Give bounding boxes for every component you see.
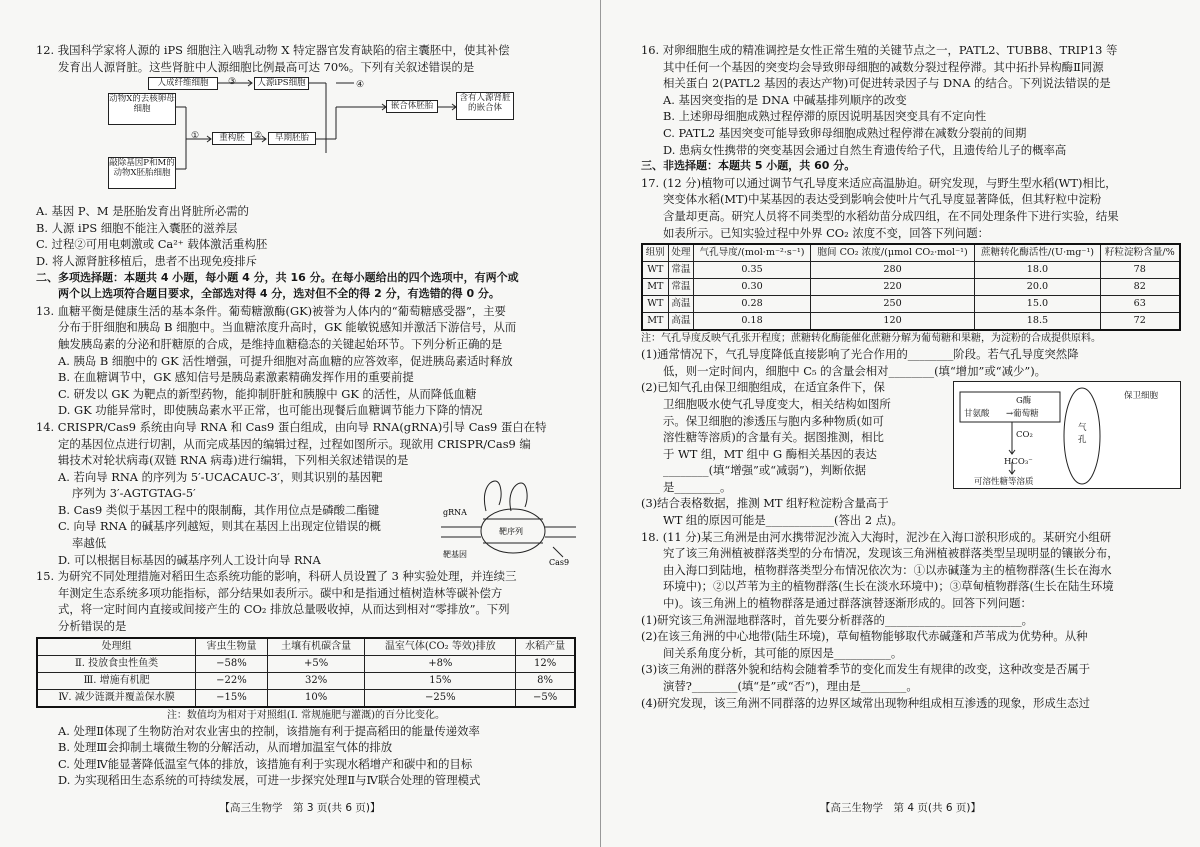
- label-step4: ④: [356, 80, 365, 91]
- q13-line3: 触发胰岛素的分泌和肝糖原的合成，是维持血糖稳态的关键起始环节。下列分析正确的是: [58, 336, 503, 351]
- q15-td: Ⅲ. 增施有机肥: [37, 672, 196, 689]
- q15-td: 12%: [516, 655, 575, 672]
- q15-td: −25%: [365, 689, 516, 707]
- q15-th: 害虫生物量: [196, 638, 268, 656]
- q18-sub1: (1)研究该三角洲湿地群落时，首先要分析群落的________________________。: [641, 612, 1034, 627]
- q12-option-c: C. 过程②可用电刺激或 Ca²⁺ 载体激活重构胚: [36, 237, 268, 252]
- q18-line3: 由入海口到陆地，植物群落类型分布情况依次为：①以赤碱蓬为主的植物群落(生长在海水: [663, 562, 1112, 577]
- page-4-footer: 【高三生物学 第 4 页(共 6 页)】: [820, 802, 981, 815]
- page-3-content: [36, 42, 576, 789]
- q17-sub2-line4: 溶性糖等溶质)的含量有关。据图推测，相比: [663, 430, 884, 445]
- q15-option-c: C. 处理Ⅳ能显著降低温室气体的排放，该措施有利于实现水稻增产和碳中和的目标: [58, 756, 473, 771]
- q12-flow-diagram: [36, 77, 576, 199]
- q15-line4: 分析错误的是: [58, 619, 127, 634]
- q17-table: [641, 243, 1181, 331]
- q14-option-a: A. 若向导 RNA 的序列为 5′-UCACAUC-3′，则其识别的基因靶: [58, 469, 383, 484]
- box-chimeric-embryo: 嵌合体胚胎: [386, 100, 438, 113]
- page-4: [600, 0, 1200, 847]
- q17-sub2-line3: 示。保卫细胞的渗透压与胞内多种物质(如可: [663, 413, 884, 428]
- box-early-embryo: 早期胚胎: [268, 132, 316, 145]
- q15-table-note: 注：数值均为相对于对照组(Ⅰ. 常规施肥与灌溉)的百分比变化。: [166, 709, 446, 721]
- q17-sub2-line2: 卫细胞吸水使气孔导度变大，相关结构如图所: [663, 396, 891, 411]
- q14-option-a-cont: 序列为 3′-AGTGTAG-5′: [72, 486, 196, 501]
- q15-option-a: A. 处理Ⅱ体现了生物防治对农业害虫的控制，该措施有利于提高稻田的能量传递效率: [58, 723, 480, 738]
- q14-option-b: B. Cas9 类似于基因工程中的限制酶，其作用位点是磷酸二酯键: [58, 502, 380, 517]
- section3-heading: 三、非选择题：本题共 5 小题，共 60 分。: [641, 159, 856, 173]
- q14-option-c: C. 向导 RNA 的碱基序列越短，则其在基因上出现定位错误的概: [58, 519, 381, 534]
- q15-table-row: [37, 672, 575, 689]
- q16-option-b: B. 上述卵母细胞成熟过程停滞的原因说明基因突变具有不定向性: [663, 109, 987, 124]
- section2-heading-line1: 二、多项选择题：本题共 4 小题，每小题 4 分，共 16 分。在每小题给出的四个选项中，有两个或: [36, 270, 519, 284]
- q16-option-a: A. 基因突变指的是 DNA 中碱基排列顺序的改变: [663, 92, 907, 107]
- q14-line3: 辑技术对轮状病毒(双链 RNA 病毒)进行编辑，下列相关叙述错误的是: [58, 453, 409, 468]
- q17-th: 组别: [642, 244, 668, 262]
- box-knockout-cells: 敲除基因P和M的动物X胚胎细胞: [108, 157, 176, 189]
- q17-td: 常温: [668, 279, 694, 296]
- q13-line1: 13. 血糖平衡是健康生活的基本条件。葡萄糖激酶(GK)被誉为人体内的“葡萄糖感受器”，主要: [36, 303, 506, 318]
- q17-table-row: [642, 296, 1180, 313]
- q15-th: 水稻产量: [516, 638, 575, 656]
- q18-sub3-line1: (3)该三角洲的群落外貌和结构会随着季节的变化而发生有规律的改变，这种改变是否属于: [641, 662, 1090, 677]
- q17-line2: 突变体水稻(MT)中某基因的表达受到影响会使叶片气孔导度显著降低，但其籽粒中淀粉: [663, 192, 1102, 207]
- cas9-label: Cas9: [549, 557, 570, 567]
- q17-td: 15.0: [975, 296, 1100, 313]
- q17-table-header: [642, 244, 1180, 262]
- q17-td: 高温: [668, 296, 694, 313]
- stoma-label: 气孔: [1078, 423, 1087, 446]
- q18-sub4-line1: (4)研究发现，该三角洲不同群落的边界区域常出现物种组成相互渗透的现象，形成生态过: [641, 695, 1090, 710]
- q17-td: 0.18: [694, 313, 811, 331]
- q17-td: 高温: [668, 313, 694, 331]
- q13-option-a: A. 胰岛 B 细胞中的 GK 活性增强，可提升细胞对高血糖的应答效率，促进胰岛素适时释放: [58, 353, 513, 368]
- q17-th: 籽粒淀粉含量/%: [1100, 244, 1180, 262]
- q17-table-row: [642, 262, 1180, 279]
- q17-td: 18.0: [975, 262, 1100, 279]
- soluble-label: 可溶性糖等溶质: [974, 477, 1034, 488]
- q17-sub1-line2: 低，则一定时间内，细胞中 C₅ 的含量会相对________(填“增加”或“减少”)。: [663, 363, 1047, 378]
- q17-line3: 含量却更高。研究人员将不同类型的水稻幼苗分成四组，在不同处理条件下进行实验，结果: [663, 208, 1119, 223]
- q15-line1: 15. 为研究不同处理措施对稻田生态系统功能的影响，科研人员设置了 3 种实验处理，并连续三: [36, 569, 517, 584]
- q17-sub2-line1: (2)已知气孔由保卫细胞组成，在适宜条件下，保: [641, 380, 885, 395]
- q18-sub2-line1: (2)在该三角洲的中心地带(陆生环境)，草甸植物能够取代赤碱蓬和芦苇成为优势种。从种: [641, 629, 1088, 644]
- q12-option-b: B. 人源 iPS 细胞不能注入囊胚的滋养层: [36, 220, 238, 235]
- q16-line3: 相关蛋白 2(PATL2 基因的表达产物)可促进转录因子与 DNA 的结合。下列说法错误的是: [663, 76, 1111, 91]
- q17-th: 气孔导度/(mol·m⁻²·s⁻¹): [694, 244, 811, 262]
- q17-td: 常温: [668, 262, 694, 279]
- q15-td: −58%: [196, 655, 268, 672]
- product-label: →葡萄糖: [1006, 409, 1039, 420]
- q18-sub2-line2: 间关系角度分析，其可能的原因是__________。: [663, 645, 903, 660]
- q17-sub2-line7: 是________。: [663, 479, 732, 494]
- target-seq-label: 靶序列: [499, 526, 523, 536]
- q14-line1: 14. CRISPR/Cas9 系统由向导 RNA 和 Cas9 蛋白组成，由向导 RNA(gRNA)引导 Cas9 蛋白在特: [36, 419, 547, 434]
- q17-td: 280: [810, 262, 975, 279]
- q15-td: −5%: [516, 689, 575, 707]
- q17-td: 78: [1100, 262, 1180, 279]
- q17-table-row: [642, 279, 1180, 296]
- q14-option-d: D. 可以根据目标基因的碱基序列人工设计向导 RNA: [58, 552, 321, 567]
- q15-td: 32%: [267, 672, 365, 689]
- q15-td: 10%: [267, 689, 365, 707]
- page-3-footer: 【高三生物学 第 3 页(共 6 页)】: [219, 802, 381, 815]
- q13-option-d: D. GK 功能异常时，即使胰岛素水平正常，也可能出现餐后血糖调节能力下降的情况: [58, 403, 483, 418]
- q18-sub3-line2: 演替?________(填“是”或“否”)，理由是________。: [663, 679, 918, 693]
- box-human-ips: 人源iPS细胞: [254, 77, 309, 90]
- page-4-content: [641, 42, 1181, 789]
- q15-table-header: [37, 638, 575, 656]
- q17-td: 72: [1100, 313, 1180, 331]
- q17-sub3-line2: WT 组的原因可能是____________(答出 2 点)。: [663, 513, 903, 528]
- q17-td: WT: [642, 262, 668, 279]
- q13-line2: 分布于肝细胞和胰岛 B 细胞中。当血糖浓度升高时，GK 能敏锐感知并激活下游信号，从而: [58, 320, 517, 335]
- box-human-fibroblast: 人成纤维细胞: [148, 77, 218, 90]
- q17-td: MT: [642, 313, 668, 331]
- q17-td: 20.0: [975, 279, 1100, 296]
- q15-th: 处理组: [37, 638, 196, 656]
- box-reconstructed-embryo: 重构胚: [212, 132, 252, 145]
- q17-sub1-line1: (1)通常情况下，气孔导度降低直接影响了光合作用的________阶段。若气孔导度突然降: [641, 347, 1079, 362]
- q15-line3: 式，将一定时间内直接或间接产生的 CO₂ 排放总量吸收掉，从而达到相对“零排放”。下列: [58, 602, 510, 617]
- q17-td: 0.28: [694, 296, 811, 313]
- q17-td: MT: [642, 279, 668, 296]
- q15-td: 15%: [365, 672, 516, 689]
- q15-td: −15%: [196, 689, 268, 707]
- q17-td: WT: [642, 296, 668, 313]
- substrate-label: 甘氨酸: [964, 409, 990, 420]
- q17-table-note: 注：气孔导度反映气孔张开程度；蔗糖转化酶能催化蔗糖分解为葡萄糖和果糖，为淀粉的合成提供原料。: [641, 333, 1101, 345]
- q15-th: 温室气体(CO₂ 等效)排放: [365, 638, 516, 656]
- q17-th: 处理: [668, 244, 694, 262]
- q17-th: 蔗糖转化酶活性/(U·mg⁻¹): [975, 244, 1100, 262]
- q18-line4: 环境中)；②以芦苇为主的植物群落(生长在淡水环境中)；③草甸植物群落(生长在陆生环境: [663, 579, 1114, 594]
- box-chimera-with-kidney: 含有人源肾脏的嵌合体: [456, 92, 514, 120]
- q12-option-d: D. 将人源肾脏移植后，患者不出现免疫排斥: [36, 253, 258, 268]
- q15-td: −22%: [196, 672, 268, 689]
- crispr-cas9-diagram: [441, 471, 576, 567]
- q15-table-row: [37, 689, 575, 707]
- q15-td: +8%: [365, 655, 516, 672]
- hco3-label: HCO₃⁻: [1004, 457, 1033, 468]
- guard-cell-label: 保卫细胞: [1124, 391, 1159, 402]
- q14-line2: 定的基因位点进行切割，从而完成基因的编辑过程，过程如图所示。现欲用 CRISPR/Cas9 编: [58, 436, 531, 451]
- q17-td: 63: [1100, 296, 1180, 313]
- guard-cell-diagram: [953, 381, 1181, 489]
- box-enucleated-oocyte: 动物X的去核卵母细胞: [108, 93, 176, 125]
- q15-td: Ⅳ. 减少涟溉并覆盖保水膜: [37, 689, 196, 707]
- q15-option-b: B. 处理Ⅲ会抑制土壤微生物的分解活动，从而增加温室气体的排放: [58, 740, 393, 755]
- q13-option-c: C. 研发以 GK 为靶点的新型药物，能抑制肝脏和胰腺中 GK 的活性，从而降低血糖: [58, 386, 477, 401]
- q15-line2: 年测定生态系统多项功能指标，部分结果如表所示。碳中和是指通过植树造林等碳补偿方: [58, 585, 503, 600]
- q17-th: 胞间 CO₂ 浓度/(μmol CO₂·mol⁻¹): [810, 244, 975, 262]
- q17-line4: 如表所示。已知实验过程中外界 CO₂ 浓度不变，回答下列问题：: [663, 225, 990, 240]
- q15-td: 8%: [516, 672, 575, 689]
- q17-sub3-line1: (3)结合表格数据，推测 MT 组籽粒淀粉含量高于: [641, 496, 889, 511]
- target-gene-label: 靶基因: [443, 549, 467, 559]
- label-step3: ③: [228, 77, 237, 88]
- q16-line1: 16. 对卵细胞生成的精准调控是女性正常生殖的关键节点之一，PATL2、TUBB8、TRIP13 等: [641, 43, 1118, 57]
- q15-table: [36, 637, 576, 708]
- q15-th: 土壤有机碳含量: [267, 638, 365, 656]
- q15-option-d: D. 为实现稻田生态系统的可持续发展，可进一步探究处理Ⅱ与Ⅳ联合处理的管理模式: [58, 773, 481, 788]
- q15-table-row: [37, 655, 575, 672]
- label-step2: ②: [254, 131, 263, 142]
- q17-td: 82: [1100, 279, 1180, 296]
- grna-label: gRNA: [443, 507, 467, 517]
- section2-heading-line2: 两个以上选项符合题目要求，全部选对得 4 分，选对但不全的得 2 分，有选错的得 0 分。: [58, 287, 500, 301]
- q17-line1: 17. (12 分)植物可以通过调节气孔导度来适应高温胁迫。研究发现，与野生型水稻(WT)相比，: [641, 175, 1117, 190]
- q17-table-row: [642, 313, 1180, 331]
- q17-sub2-line6: ________(填“增强”或“减弱”)，判断依据: [663, 463, 867, 478]
- label-step1: ①: [191, 131, 200, 142]
- co2-label: CO₂: [1016, 430, 1033, 441]
- q12-stem-line1: 12. 我国科学家将人源的 iPS 细胞注入啮乳动物 X 特定器官发育缺陷的宿主囊胚中，使其补偿: [36, 43, 510, 57]
- q17-td: 18.5: [975, 313, 1100, 331]
- q17-td: 0.35: [694, 262, 811, 279]
- q18-line1: 18. (11 分)某三角洲是由河水携带泥沙流入大海时，泥沙在入海口淤积形成的。某研究小组研: [641, 529, 1112, 544]
- q17-td: 220: [810, 279, 975, 296]
- q17-sub2-line5: 于 WT 组，MT 组中 G 酶相关基因的表达: [663, 446, 877, 461]
- q17-td: 0.30: [694, 279, 811, 296]
- q18-line2: 究了该三角洲植被群落类型的分布情况，发现该三角洲植被群落类型呈现明显的镶嵌分布，: [663, 546, 1119, 561]
- q16-option-d: D. 患病女性携带的突变基因会通过自然生育遗传给子代，且遗传给儿子的概率高: [663, 142, 1067, 157]
- q15-td: Ⅱ. 投放食虫性鱼类: [37, 655, 196, 672]
- q17-td: 120: [810, 313, 975, 331]
- q13-option-b: B. 在血糖调节中，GK 感知信号是胰岛素激素精确发挥作用的重要前提: [58, 370, 414, 385]
- q15-td: +5%: [267, 655, 365, 672]
- q14-option-c-cont: 率越低: [72, 536, 107, 551]
- q12-option-a: A. 基因 P、M 是胚胎发育出肾脏所必需的: [36, 204, 249, 219]
- q16-option-c: C. PATL2 基因突变可能导致卵母细胞成熟过程停滞在减数分裂前的间期: [663, 125, 1027, 140]
- q17-td: 250: [810, 296, 975, 313]
- q12-stem-line2: 发育出人源肾脏。这些肾脏中人源细胞比例最高可达 70%。下列有关叙述错误的是: [58, 59, 475, 74]
- q16-line2: 其中任何一个基因的突变均会导致卵母细胞的减数分裂过程停滞。其中拓扑异构酶Ⅱ同源: [663, 59, 1104, 74]
- g-enzyme-label: G酶: [1016, 396, 1032, 407]
- q18-line5: 中)。该三角洲上的植物群落是通过群落演替逐渐形成的。回答下列问题：: [663, 596, 1032, 611]
